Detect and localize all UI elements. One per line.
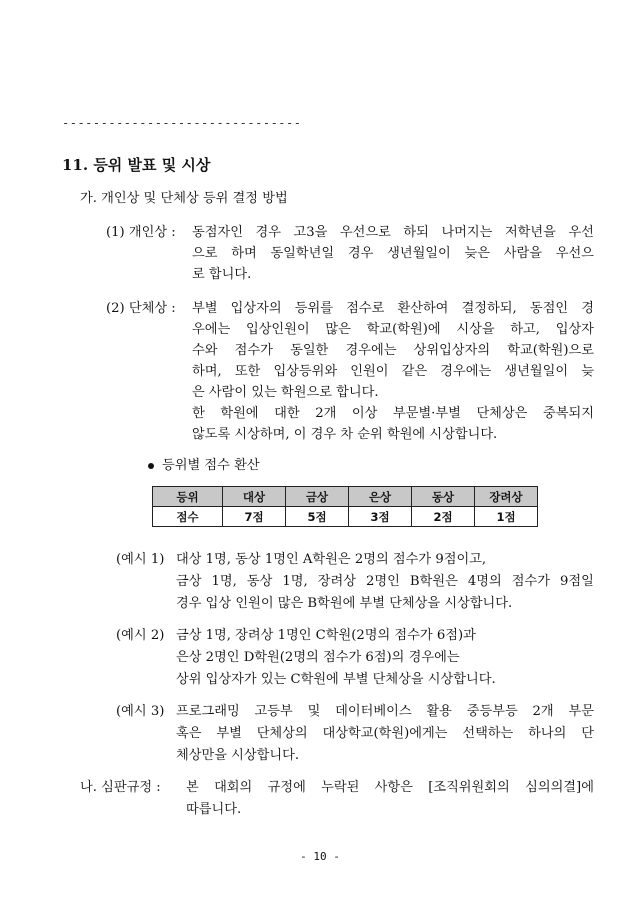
score-table-cell: 3점 [349, 507, 412, 527]
score-table-header-cell: 금상 [286, 487, 349, 507]
score-conversion-bullet [148, 454, 260, 473]
example-1-line: 금상 1명, 동상 1명, 장려상 2명인 B학원은 4명의 점수가 9점일 [176, 574, 594, 589]
subsection-a-title: 가. 개인상 및 단체상 등위 결정 방법 [80, 191, 288, 206]
example-2-line: 금상 1명, 장려상 1명인 C학원(2명의 점수가 6점)과 [176, 628, 476, 643]
bullet-dot-icon [148, 463, 154, 469]
example-3-line: 프로그래밍 고등부 및 데이터베이스 활용 중등부등 2개 부문 [176, 704, 594, 719]
score-table-header-cell: 장려상 [475, 487, 538, 507]
individual-award-line: 으로 하며 동일학년일 경우 생년월일이 늦은 사람을 우선으 [192, 246, 594, 261]
score-table-header-cell: 등위 [153, 487, 223, 507]
top-divider: ------------------------------- [62, 116, 302, 130]
example-2-line: 상위 입상자가 있는 C학원에 부별 단체상을 시상합니다. [176, 672, 496, 687]
group-award-line: 하며, 또한 입상등위와 인원이 같은 경우에는 생년월일이 늦 [192, 364, 594, 379]
example-2-line: 은상 2명인 D학원(2명의 점수가 6점)의 경우에는 [176, 650, 460, 665]
score-table-cell: 1점 [475, 507, 538, 527]
group-award-line: 은 사람이 있는 학원으로 합니다. [192, 385, 379, 400]
individual-award-line: 로 합니다. [192, 267, 252, 282]
individual-award-line: 동점자인 경우 고3을 우선으로 하되 나머지는 저학년을 우선 [192, 225, 594, 240]
example-1-label: (예시 1) [116, 552, 165, 567]
score-table [152, 486, 538, 527]
group-award-line: 않도록 시상하며, 이 경우 차 순위 학원에 시상합니다. [192, 427, 498, 442]
score-table-header-cell: 은상 [349, 487, 412, 507]
example-1-line: 경우 입상 인원이 많은 B학원에 부별 단체상을 시상합니다. [176, 596, 513, 611]
example-1-line: 대상 1명, 동상 1명인 A학원은 2명의 점수가 9점이고, [176, 552, 487, 567]
score-table-cell: 2점 [412, 507, 475, 527]
example-3-line: 혹은 부별 단체상의 대상학교(학원)에게는 선택하는 하나의 단 [176, 726, 594, 741]
subsection-b-label: 나. 심판규정 : [80, 780, 161, 795]
individual-award-label: (1) 개인상 : [106, 225, 176, 240]
score-table-row [153, 507, 538, 527]
subsection-b-line: 따릅니다. [186, 802, 242, 817]
group-award-line: 한 학원에 대한 2개 이상 부문별·부별 단체상은 중복되지 [192, 406, 594, 421]
group-award-label: (2) 단체상 : [106, 301, 176, 316]
score-conversion-label: 등위별 점수 환산 [162, 458, 260, 473]
page-number: - 10 - [300, 850, 340, 863]
group-award-line: 수와 점수가 동일한 경우에는 상위입상자의 학교(학원)으로 [192, 343, 594, 358]
example-2-label: (예시 2) [116, 628, 165, 643]
example-3-label: (예시 3) [116, 704, 165, 719]
score-table-header-cell: 동상 [412, 487, 475, 507]
score-table-header-row [153, 487, 538, 507]
score-table-cell: 7점 [223, 507, 286, 527]
example-3-line: 체상만을 시상합니다. [176, 748, 300, 763]
score-table-header-cell: 대상 [223, 487, 286, 507]
section-title: 11. 등위 발표 및 시상 [62, 156, 211, 174]
group-award-line: 부별 입상자의 등위를 점수로 환산하여 결정하되, 동점인 경 [192, 301, 594, 316]
score-table-cell: 점수 [153, 507, 223, 527]
score-table-cell: 5점 [286, 507, 349, 527]
group-award-line: 우에는 입상인원이 많은 학교(학원)에 시상을 하고, 입상자 [192, 322, 594, 337]
subsection-b-line: 본 대회의 규정에 누락된 사항은 [조직위원회의 심의의결]에 [186, 780, 594, 795]
